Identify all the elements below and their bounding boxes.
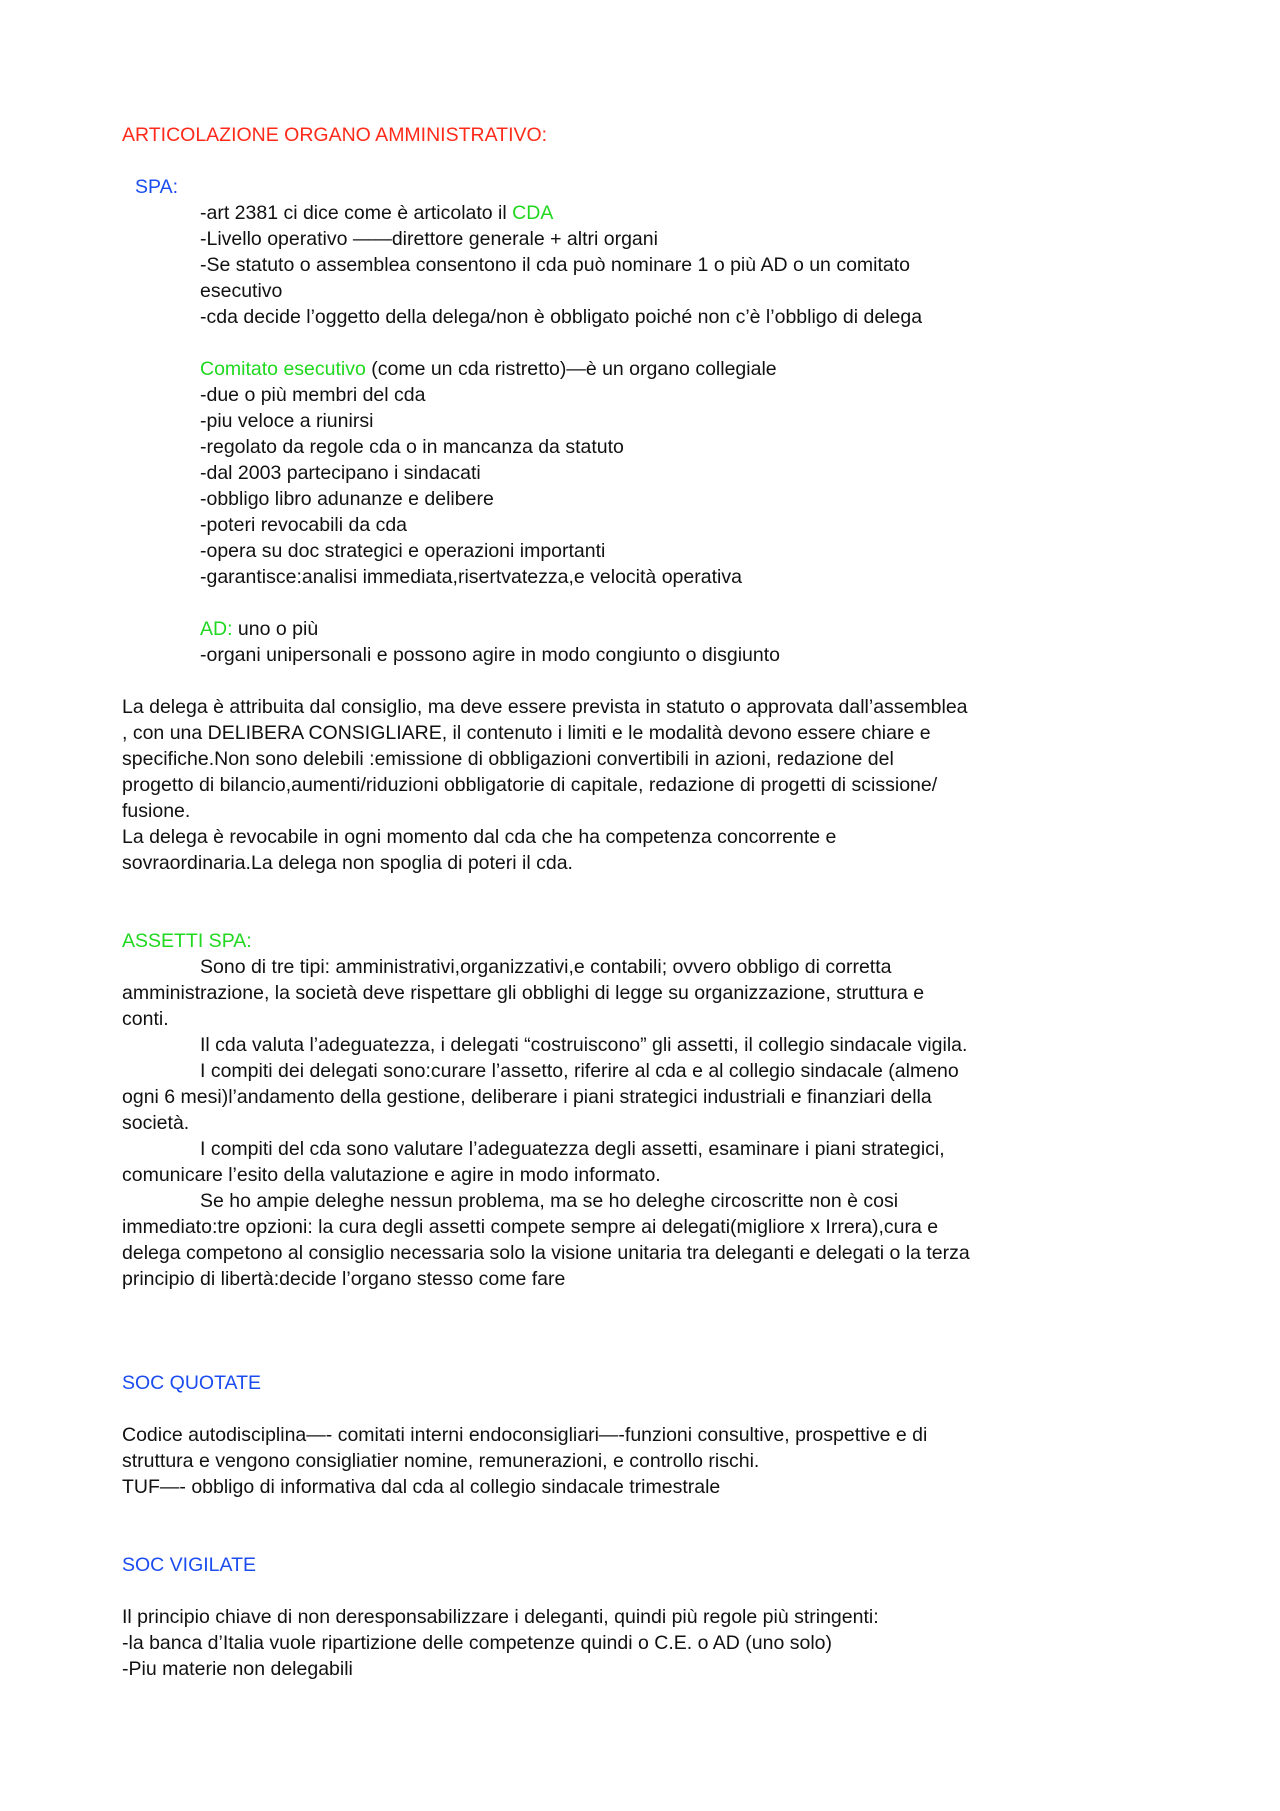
assetti-line: comunicare l’esito della valutazione e agire in modo informato. — [122, 1164, 661, 1186]
assetti-line: società. — [122, 1112, 190, 1134]
assetti-line: Se ho ampie deleghe nessun problema, ma se ho deleghe circoscritte non è cosi — [200, 1190, 899, 1212]
assetti-line: principio di libertà:decide l’organo stesso come fare — [122, 1268, 566, 1290]
vigilate-line: -Piu materie non delegabili — [122, 1658, 353, 1680]
delega-line: , con una DELIBERA CONSIGLIARE, il contenuto i limiti e le modalità devono essere chiare e — [122, 722, 931, 744]
quotate-line: TUF—- obbligo di informativa dal cda al collegio sindacale trimestrale — [122, 1476, 721, 1498]
ad-label: AD: — [200, 618, 233, 640]
delega-line: sovraordinaria.La delega non spoglia di poteri il cda. — [122, 852, 573, 874]
quotate-heading: SOC QUOTATE — [122, 1372, 262, 1394]
comitato-description: (come un cda ristretto)—è un organo collegiale — [365, 358, 777, 380]
delega-line: progetto di bilancio,aumenti/riduzioni obbligatorie di capitale, redazione di progetti di scissione/ — [122, 774, 938, 796]
comitato-heading-line — [200, 356, 777, 382]
delega-line: La delega è revocabile in ogni momento dal cda che ha competenza concorrente e — [122, 826, 837, 848]
spa-line-1 — [200, 200, 553, 226]
assetti-heading: ASSETTI SPA: — [122, 930, 252, 952]
vigilate-line: Il principio chiave di non deresponsabilizzare i deleganti, quindi più regole più stringenti: — [122, 1606, 879, 1628]
comitato-item: -opera su doc strategici e operazioni importanti — [200, 540, 606, 562]
assetti-line: Il cda valuta l’adeguatezza, i delegati “costruiscono” gli assetti, il collegio sindacale vigila. — [200, 1034, 968, 1056]
assetti-line: immediato:tre opzioni: la cura degli assetti compete sempre ai delegati(migliore x Irrera),cura e — [122, 1216, 939, 1238]
cda-highlight: CDA — [512, 202, 554, 224]
assetti-line: I compiti del cda sono valutare l’adeguatezza degli assetti, esaminare i piani strategici, — [200, 1138, 945, 1160]
assetti-line: amministrazione, la società deve rispettare gli obblighi di legge su organizzazione, struttura e — [122, 982, 925, 1004]
comitato-item: -due o più membri del cda — [200, 384, 426, 406]
spa-line-2: -Livello operativo ——direttore generale + altri organi — [200, 228, 658, 250]
comitato-item: -dal 2003 partecipano i sindacati — [200, 462, 481, 484]
assetti-line: delega competono al consiglio necessaria solo la visione unitaria tra deleganti e delegati o la terza — [122, 1242, 970, 1264]
assetti-line: ogni 6 mesi)l’andamento della gestione, deliberare i piani strategici industriali e finanziari della — [122, 1086, 932, 1108]
spa-line-4: esecutivo — [200, 280, 283, 302]
ad-description: uno o più — [232, 618, 319, 640]
comitato-item: -regolato da regole cda o in mancanza da statuto — [200, 436, 624, 458]
comitato-item: -poteri revocabili da cda — [200, 514, 408, 536]
assetti-line: I compiti dei delegati sono:curare l’assetto, riferire al cda e al collegio sindacale (almeno — [200, 1060, 959, 1082]
spa-line-5: -cda decide l’oggetto della delega/non è obbligato poiché non c’è l’obbligo di delega — [200, 306, 923, 328]
quotate-line: Codice autodisciplina—- comitati interni endoconsigliari—-funzioni consultive, prospettive e di — [122, 1424, 928, 1446]
delega-line: fusione. — [122, 800, 191, 822]
vigilate-line: -la banca d’Italia vuole ripartizione delle competenze quindi o C.E. o AD (uno solo) — [122, 1632, 832, 1654]
comitato-label: Comitato esecutivo — [200, 358, 366, 380]
ad-heading-line — [200, 616, 318, 642]
assetti-line: Sono di tre tipi: amministrativi,organizzativi,e contabili; ovvero obbligo di corretta — [200, 956, 892, 978]
spa-line-3: -Se statuto o assemblea consentono il cda può nominare 1 o più AD o un comitato — [200, 254, 911, 276]
vigilate-heading: SOC VIGILATE — [122, 1554, 257, 1576]
spa-line-1-text: -art 2381 ci dice come è articolato il — [200, 202, 513, 224]
comitato-item: -garantisce:analisi immediata,risertvatezza,e velocità operativa — [200, 566, 742, 588]
page-title: ARTICOLAZIONE ORGANO AMMINISTRATIVO: — [122, 124, 548, 146]
delega-line: specifiche.Non sono delebili :emissione di obbligazioni convertibili in azioni, redazione del — [122, 748, 894, 770]
assetti-line: conti. — [122, 1008, 169, 1030]
quotate-line: struttura e vengono consigliatier nomine, remunerazioni, e controllo rischi. — [122, 1450, 760, 1472]
comitato-item: -obbligo libro adunanze e delibere — [200, 488, 494, 510]
ad-item: -organi unipersonali e possono agire in modo congiunto o disgiunto — [200, 644, 780, 666]
delega-line: La delega è attribuita dal consiglio, ma deve essere prevista in statuto o approvata dall’assemblea — [122, 696, 968, 718]
spa-heading: SPA: — [135, 176, 178, 198]
comitato-item: -piu veloce a riunirsi — [200, 410, 374, 432]
